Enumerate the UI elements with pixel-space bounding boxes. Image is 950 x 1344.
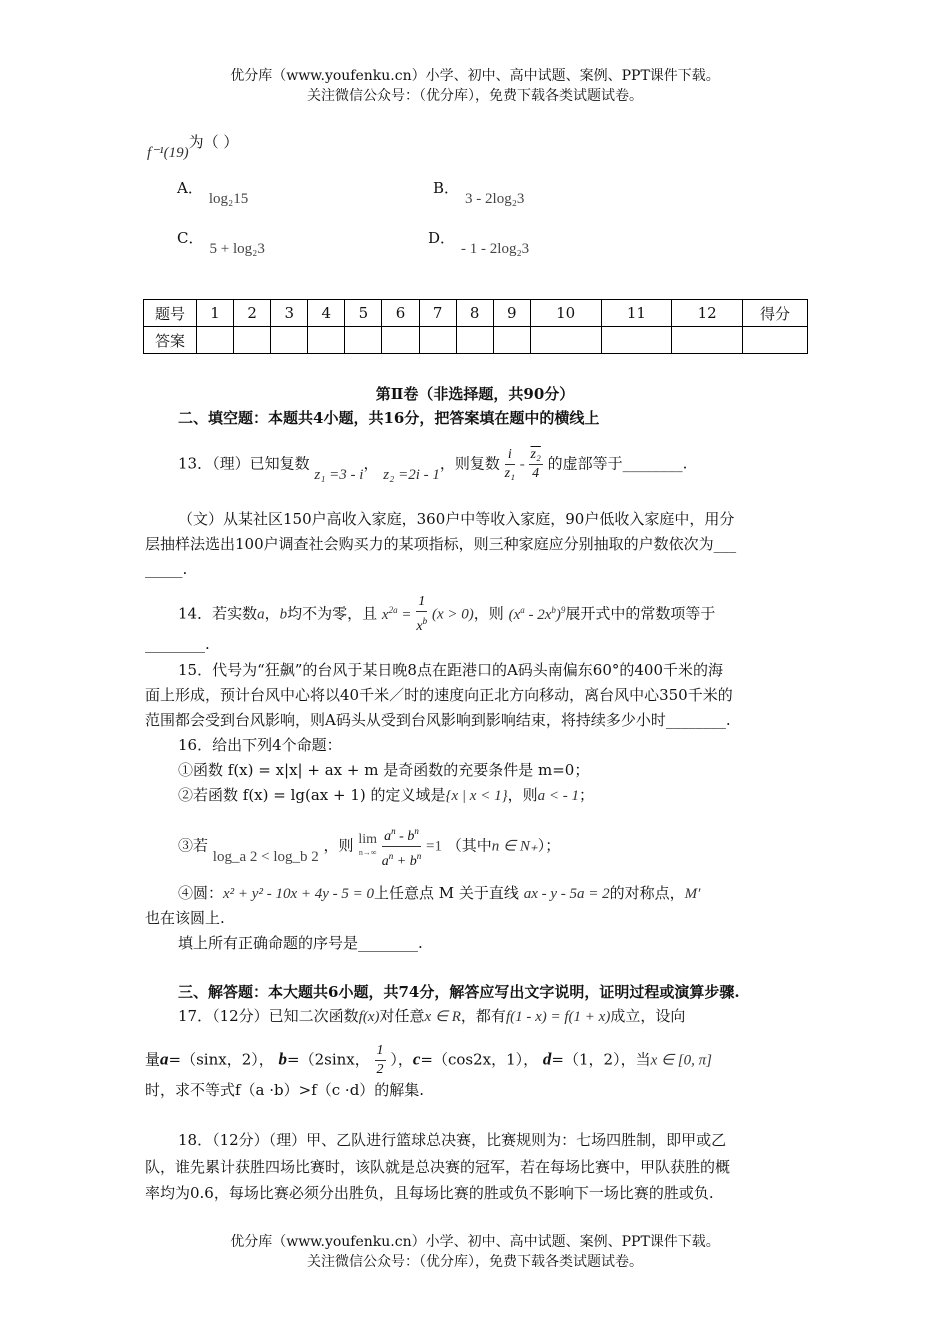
table-cell: 9 <box>493 300 530 327</box>
answer-cell[interactable] <box>456 327 493 354</box>
table-cell: 10 <box>530 300 601 327</box>
table-cell: 8 <box>456 300 493 327</box>
q18-line-2: 队，谁先累计获胜四场比赛时，该队就是总决赛的冠军，若在每场比赛中，甲队获胜的概 <box>145 1158 731 1176</box>
q13-li: 13．（理）已知复数 z₁ =3 - i， z₂ =2i - 1，则复数 $\frac{i}{\text{z₁}}$ - $\frac{\text{z₂}}{4}$ 的虚部等于________. <box>178 447 688 483</box>
table-cell: 4 <box>308 300 345 327</box>
q16-prop-3: ③若 log_a 2 < log_b 2 ，则 lim n→∞ $\frac{a^n - b^n}{a^n + b^n}$ =1 （其中n ∈ N₊）； <box>178 822 560 871</box>
q13-fraction-i-over-z1: $\frac{i}{\text{z₁}}$ <box>504 447 515 481</box>
q14-line: 14．若实数a，b均不为零，且 $x^{2a}$ = $\frac{1}{x^b}$ (x > 0)，则 $(x^a - 2x^b)^9$展开式中的常数项等于 <box>178 594 716 634</box>
header-line-1: 优分库（www.youfenku.cn）小学、初中、高中试题、案例、PPT课件下载。 <box>230 68 720 84</box>
answer-cell[interactable] <box>601 327 672 354</box>
q13-wen-line-3: _____. <box>145 560 188 578</box>
q13-fraction-conj-z2-over-4: $\frac{\text{z₂}}{4}$ <box>530 447 541 481</box>
footer-line-2: 关注微信公众号：（优分库），免费下载各类试题试卷。 <box>307 1254 643 1270</box>
part2-section-heading: 二、填空题：本题共4小题，共16分，把答案填在题中的横线上 <box>178 409 600 427</box>
answer-cell[interactable] <box>345 327 382 354</box>
q13-z2: z₂ =2i - 1 <box>383 466 440 483</box>
answer-cell[interactable] <box>197 327 234 354</box>
q17-half-fraction: $\frac{1}{2}$ <box>376 1043 384 1077</box>
header-line-2: 关注微信公众号：（优分库），免费下载各类试题试卷。 <box>307 88 643 104</box>
q16-fill: 填上所有正确命题的序号是________. <box>178 934 423 952</box>
score-cell[interactable] <box>743 327 808 354</box>
q12-stem-text: 为（ ） <box>188 133 239 151</box>
q12-stem <box>147 130 239 161</box>
part3-section-heading: 三、解答题：本大题共6小题，共74分，解答应写出文字说明，证明过程或演算步骤. <box>178 983 740 1001</box>
answer-cell[interactable] <box>271 327 308 354</box>
q13-wen-line-2: 层抽样法选出100户调查社会购买力的某项指标，则三种家庭应分别抽取的户数依次为___ <box>145 535 737 553</box>
q14-blank: ________. <box>145 635 210 653</box>
part2-title: 第Ⅱ卷（非选择题，共90分） <box>375 385 575 403</box>
table-cell: 2 <box>234 300 271 327</box>
q16-prop-4: ④圆：x² + y² - 10x + 4y - 5 = 0上任意点 M 关于直线 ax - y - 5a = 2的对称点，M′ <box>178 884 701 902</box>
q13-z1: z₁ =3 - i <box>314 466 364 483</box>
q15-line-1: 15．代号为“狂飙”的台风于某日晚8点在距港口的A码头南偏东60°的400千米的海 <box>178 661 724 679</box>
q15-line-2: 面上形成，预计台风中心将以40千米／时的速度向正北方向移动，离台风中心350千米的 <box>145 686 733 704</box>
q16-limit: lim n→∞ <box>358 832 377 857</box>
table-cell: 5 <box>345 300 382 327</box>
table-cell: 12 <box>672 300 743 327</box>
answer-cell[interactable] <box>308 327 345 354</box>
q12-option-c: C．5 + log₂3 <box>177 229 265 257</box>
answer-cell[interactable] <box>382 327 419 354</box>
q17-line-1: 17．（12分）已知二次函数f(x)对任意x ∈ R，都有f(1 - x) = f(1 + x)成立，设向 <box>178 1007 686 1025</box>
q12-option-a: A．log₂15 <box>177 179 249 207</box>
q15-line-3: 范围都会受到台风影响，则A码头从受到台风影响到影响结束，将持续多少小时________. <box>145 711 731 729</box>
q14-fraction: $\frac{1}{x^b}$ <box>416 594 428 634</box>
footer-line-1: 优分库（www.youfenku.cn）小学、初中、高中试题、案例、PPT课件下载。 <box>230 1234 720 1250</box>
q13-wen-line-1: （文）从某社区150户高收入家庭，360户中等收入家庭，90户低收入家庭中，用分 <box>178 510 735 528</box>
q18-line-1: 18．（12分）（理）甲、乙队进行篮球总决赛，比赛规则为：七场四胜制，即甲或乙 <box>178 1131 727 1149</box>
answer-cell[interactable] <box>234 327 271 354</box>
answer-cell[interactable] <box>530 327 601 354</box>
q17-line-2: 量a=（sinx，2）， b=（2sinx， $\frac{1}{2}$ ），c=（cos2x，1）， d=（1，2），当x ∈ [0, π] <box>145 1043 712 1077</box>
q16-prop-4-tail: 也在该圆上. <box>145 909 225 927</box>
table-cell: 7 <box>419 300 456 327</box>
answer-table-header-row <box>144 300 808 327</box>
answer-cell[interactable] <box>672 327 743 354</box>
answer-cell[interactable] <box>419 327 456 354</box>
table-cell: 11 <box>601 300 672 327</box>
table-cell: 题号 <box>144 300 197 327</box>
table-cell: 6 <box>382 300 419 327</box>
answer-cell[interactable] <box>493 327 530 354</box>
table-cell: 答案 <box>144 327 197 354</box>
q18-line-3: 率均为0.6，每场比赛必须分出胜负，且每场比赛的胜或负不影响下一场比赛的胜或负. <box>145 1184 714 1202</box>
q12-option-d: D．- 1 - 2log₂3 <box>428 229 530 257</box>
q12-option-b: B．3 - 2log₂3 <box>433 179 525 207</box>
table-cell: 3 <box>271 300 308 327</box>
answer-table-answer-row <box>144 327 808 354</box>
table-cell: 1 <box>197 300 234 327</box>
q17-line-3: 时，求不等式f（a ·b）>f（c ·d）的解集. <box>145 1081 425 1099</box>
q16-intro: 16．给出下列4个命题： <box>178 736 342 754</box>
answer-table <box>143 299 808 354</box>
table-cell: 得分 <box>743 300 808 327</box>
q12-stem-math: f⁻¹(19) <box>147 145 189 161</box>
q16-limit-fraction: $\frac{a^n - b^n}{a^n + b^n}$ <box>382 822 421 871</box>
q16-prop-2: ②若函数 f(x) = lg(ax + 1) 的定义域是{x | x < 1}，则a < - 1； <box>178 786 594 804</box>
q16-prop-1: ①函数 f(x) = x|x| + ax + m 是奇函数的充要条件是 m=0； <box>178 761 590 779</box>
